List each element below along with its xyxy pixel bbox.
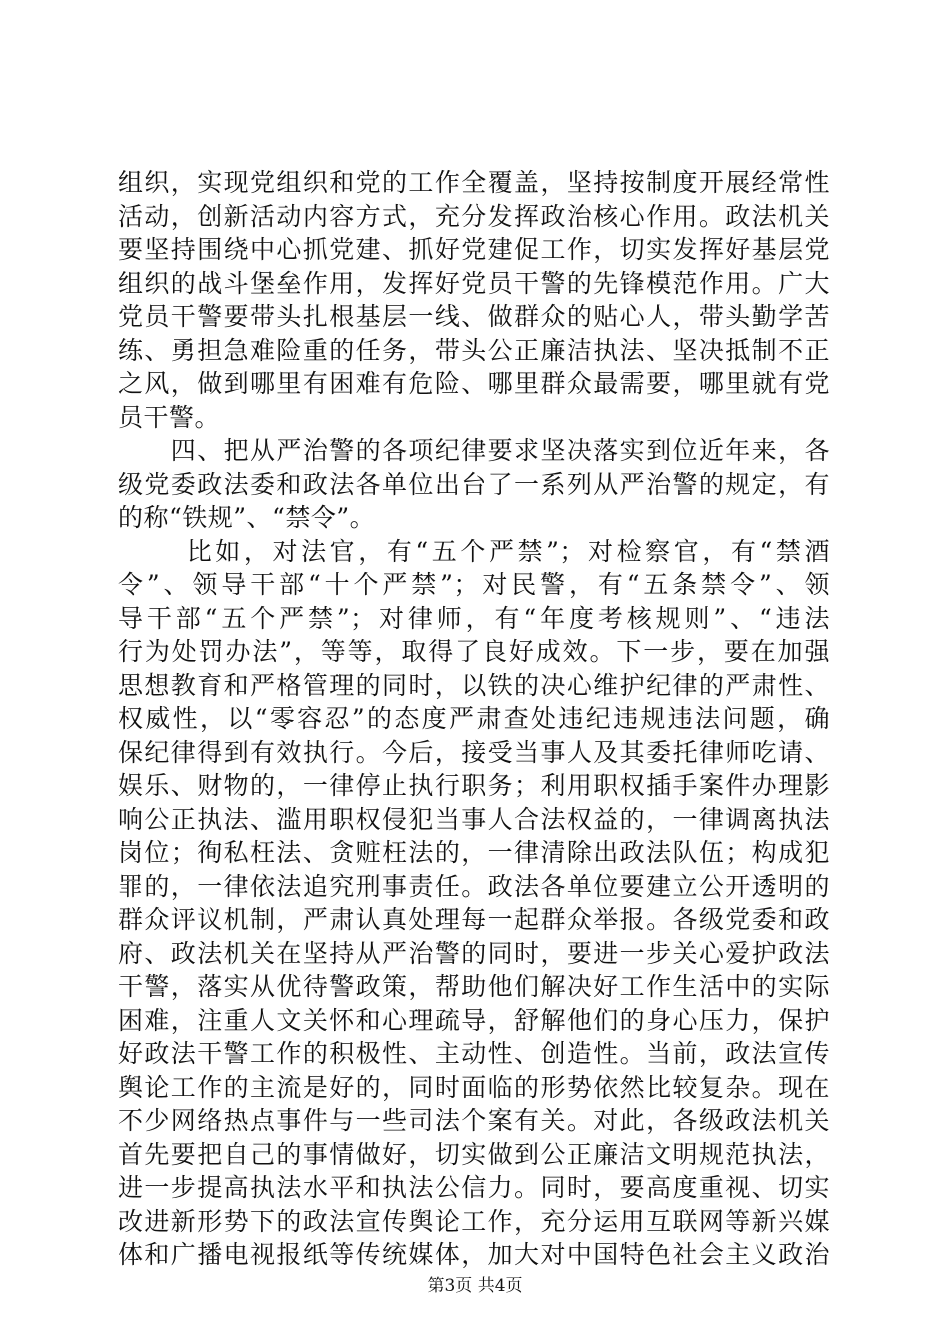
text-line: 保纪律得到有效执行。今后，接受当事人及其委托律师吃请、	[118, 737, 830, 767]
text-line: 困难，注重人文关怀和心理疏导，舒解他们的身心压力，保护	[118, 1005, 830, 1035]
text-line: 体和广播电视报纸等传统媒体，加大对中国特色社会主义政治	[118, 1240, 830, 1269]
text-line: 要坚持围绕中心抓党建、抓好党建促工作，切实发挥好基层党	[118, 235, 830, 264]
text-line: 四、把从严治警的各项纪律要求坚决落实到位近年来，各	[118, 436, 830, 465]
text-line: 不少网络热点事件与一些司法个案有关。对此，各级政法机关	[118, 1106, 830, 1135]
text-line: 岗位；徇私枉法、贪赃枉法的，一律清除出政法队伍；构成犯	[118, 838, 830, 867]
text-line: 娱乐、财物的，一律停止执行职务；利用职权插手案件办理影	[118, 771, 830, 800]
text-line: 导干部“五个严禁”；对律师，有“年度考核规则”、“违法	[118, 603, 830, 633]
text-line: 员干警。	[118, 402, 221, 432]
text-line: 干警，落实从优待警政策，帮助他们解决好工作生活中的实际	[118, 972, 830, 1001]
text-line: 之风，做到哪里有困难有危险、哪里群众最需要，哪里就有党	[118, 369, 830, 398]
text-line: 的称“铁规”、“禁令”。	[118, 503, 376, 532]
text-line: 练、勇担急难险重的任务，带头公正廉洁执法、坚决抵制不正	[118, 335, 830, 365]
text-line: 首先要把自己的事情做好，切实做到公正廉洁文明规范执法，	[118, 1139, 830, 1169]
text-line: 舆论工作的主流是好的，同时面临的形势依然比较复杂。现在	[118, 1072, 830, 1102]
text-line: 府、政法机关在坚持从严治警的同时，要进一步关心爱护政法	[118, 938, 830, 968]
text-line: 进一步提高执法水平和执法公信力。同时，要高度重视、切实	[118, 1173, 830, 1202]
page-number-footer: 第3页 共4页	[427, 1276, 523, 1296]
text-line: 群众评议机制，严肃认真处理每一起群众举报。各级党委和政	[118, 905, 830, 934]
text-line: 行为处罚办法”，等等，取得了良好成效。下一步，要在加强	[118, 637, 830, 666]
text-line: 组织，实现党组织和党的工作全覆盖，坚持按制度开展经常性	[118, 168, 830, 197]
text-line: 党员干警要带头扎根基层一线、做群众的贴心人，带头勤学苦	[118, 302, 830, 331]
text-line: 罪的，一律依法追究刑事责任。政法各单位要建立公开透明的	[118, 871, 830, 901]
text-line: 权威性，以“零容忍”的态度严肃查处违纪违规违法问题，确	[118, 704, 830, 733]
text-line: 组织的战斗堡垒作用，发挥好党员干警的先锋模范作用。广大	[118, 268, 830, 298]
text-line: 思想教育和严格管理的同时，以铁的决心维护纪律的严肃性、	[118, 670, 830, 700]
text-line: 响公正执法、滥用职权侵犯当事人合法权益的，一律调离执法	[118, 804, 830, 834]
text-line: 改进新形势下的政法宣传舆论工作，充分运用互联网等新兴媒	[118, 1206, 830, 1236]
text-line: 比如，对法官，有“五个严禁”；对检察官，有“禁酒	[118, 536, 830, 566]
text-line: 好政法干警工作的积极性、主动性、创造性。当前，政法宣传	[118, 1039, 830, 1068]
text-line: 级党委政法委和政法各单位出台了一系列从严治警的规定，有	[118, 469, 830, 499]
text-line: 令”、领导干部“十个严禁”；对民警，有“五条禁令”、领	[118, 570, 830, 599]
text-line: 活动，创新活动内容方式，充分发挥政治核心作用。政法机关	[118, 201, 830, 231]
body-text	[118, 166, 830, 1272]
